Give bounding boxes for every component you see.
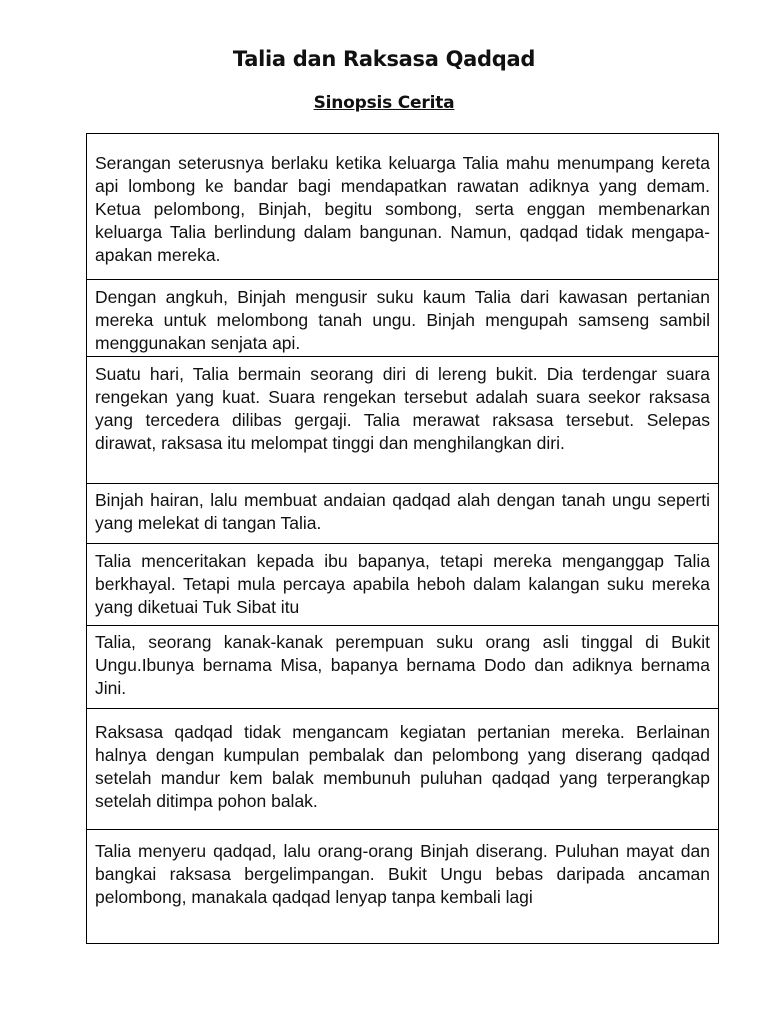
synopsis-paragraph: Talia menyeru qadqad, lalu orang-orang Binjah diserang. Puluhan mayat dan bangkai raksasa bergelimpangan. Bukit Ungu bebas daripada ancaman pelombong, manakala qadqad lenyap tanpa kembali lagi (95, 841, 710, 907)
synopsis-row (87, 709, 718, 830)
synopsis-paragraph: Raksasa qadqad tidak mengancam kegiatan pertanian mereka. Berlainan halnya dengan kumpulan pembalak dan pelombong yang diserang qadqad setelah mandur kem balak membunuh puluhan qadqad yang terperangkap setelah ditimpa pohon balak. (95, 722, 710, 811)
synopsis-row (87, 357, 718, 484)
synopsis-row (87, 544, 718, 626)
synopsis-row (87, 626, 718, 709)
document-subtitle: Sinopsis Cerita (313, 93, 455, 113)
synopsis-paragraph: Talia menceritakan kepada ibu bapanya, tetapi mereka menganggap Talia berkhayal. Tetapi mula percaya apabila heboh dalam kalangan suku mereka yang diketuai Tuk Sibat itu (95, 551, 710, 617)
synopsis-paragraph: Dengan angkuh, Binjah mengusir suku kaum Talia dari kawasan pertanian mereka untuk melombong tanah ungu. Binjah mengupah samseng sambil menggunakan senjata api. (95, 287, 710, 353)
synopsis-paragraph: Serangan seterusnya berlaku ketika keluarga Talia mahu menumpang kereta api lombong ke bandar bagi mendapatkan rawatan adiknya yang demam. Ketua pelombong, Binjah, begitu sombong, serta enggan membenarkan keluarga Talia berlindung dalam bangunan. Namun, qadqad tidak mengapa-apakan mereka. (95, 153, 710, 265)
synopsis-paragraph: Talia, seorang kanak-kanak perempuan suku orang asli tinggal di Bukit Ungu.Ibunya bernama Misa, bapanya bernama Dodo dan adiknya bernama Jini. (95, 632, 710, 698)
synopsis-row (87, 280, 718, 357)
synopsis-paragraph: Suatu hari, Talia bermain seorang diri di lereng bukit. Dia terdengar suara rengekan yang kuat. Suara rengekan tersebut adalah suara seekor raksasa yang tercedera dilibas gergaji. Talia merawat raksasa tersebut. Selepas dirawat, raksasa itu melompat tinggi dan menghilangkan diri. (95, 364, 710, 453)
synopsis-row (87, 484, 718, 544)
document-title: Talia dan Raksasa Qadqad (232, 47, 536, 71)
synopsis-table (86, 133, 719, 944)
synopsis-paragraph: Binjah hairan, lalu membuat andaian qadqad alah dengan tanah ungu seperti yang melekat di tangan Talia. (95, 490, 710, 533)
synopsis-row (87, 134, 718, 280)
synopsis-row (87, 830, 718, 945)
